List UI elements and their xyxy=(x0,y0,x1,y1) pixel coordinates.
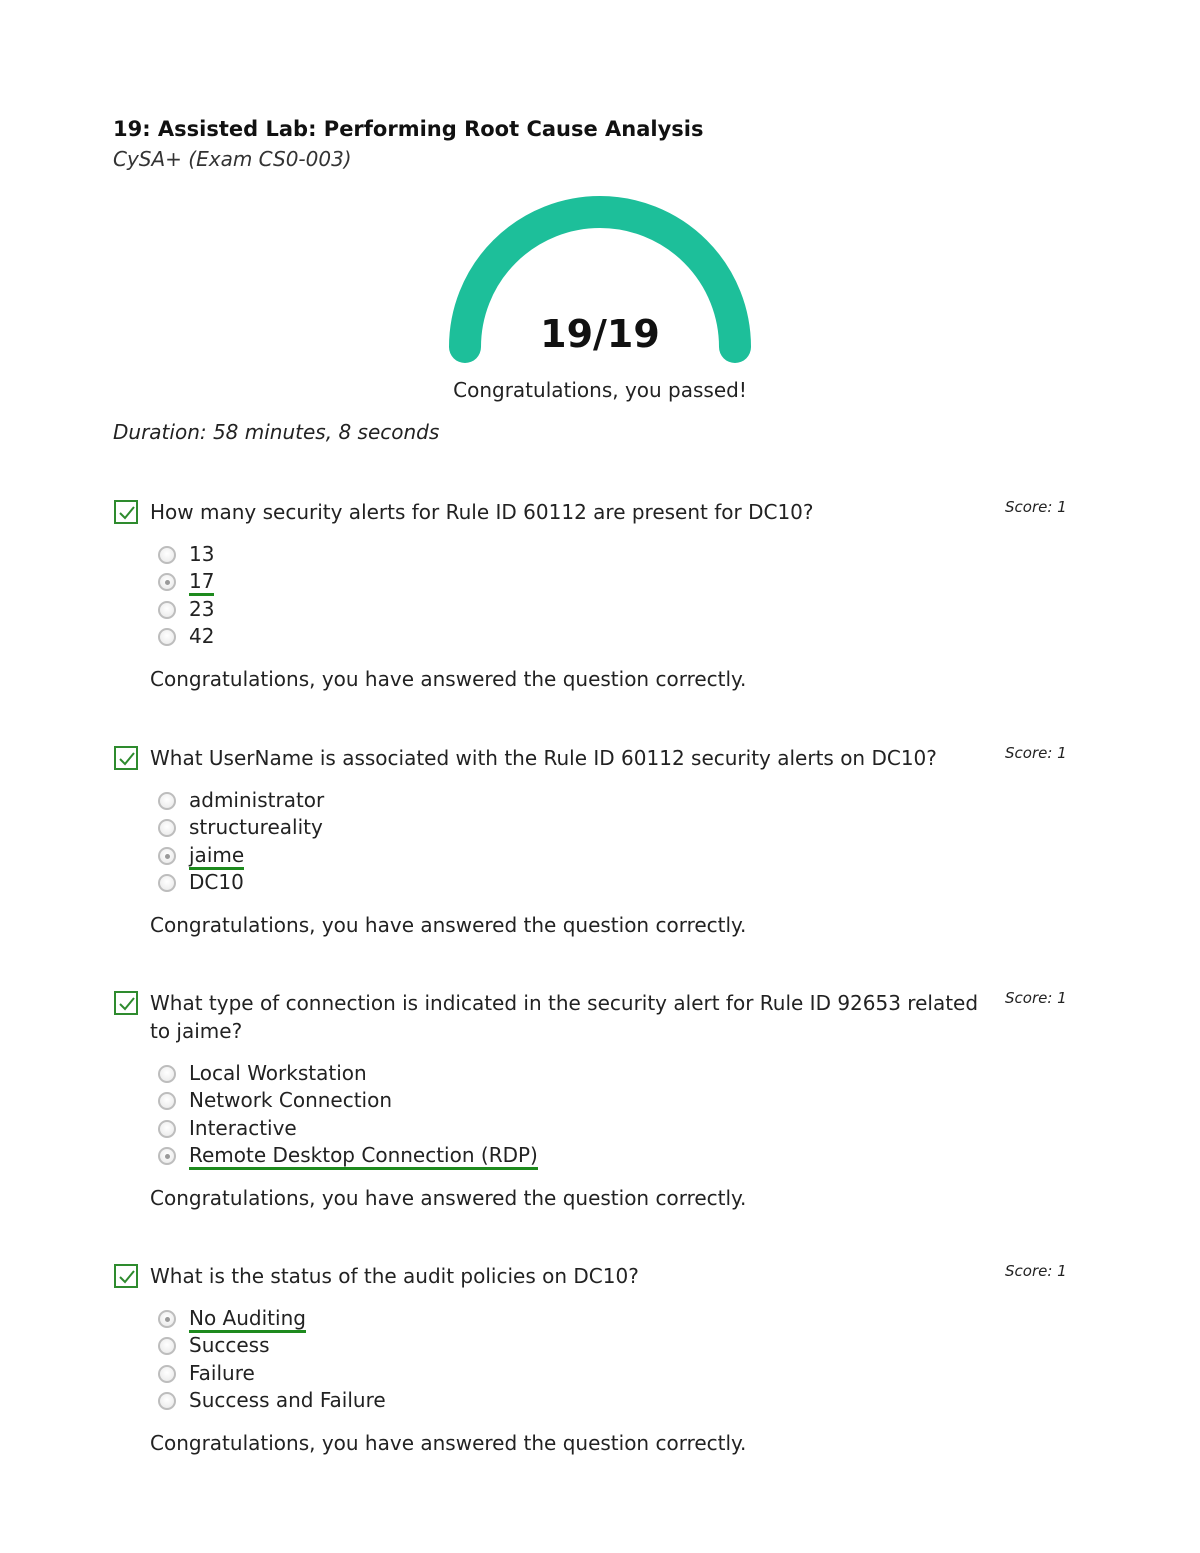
feedback-message: Congratulations, you have answered the question correctly. xyxy=(150,667,747,691)
radio-icon[interactable] xyxy=(158,1092,176,1110)
option-label: Local Workstation xyxy=(189,1061,367,1085)
option-label: No Auditing xyxy=(189,1306,306,1333)
radio-icon[interactable] xyxy=(158,1310,176,1328)
question-score: Score: 1 xyxy=(1005,744,1067,762)
question-text: What is the status of the audit policies on DC10? xyxy=(150,1264,639,1288)
radio-icon[interactable] xyxy=(158,819,176,837)
option-label: administrator xyxy=(189,788,325,812)
radio-icon[interactable] xyxy=(158,792,176,810)
radio-icon[interactable] xyxy=(158,546,176,564)
option-label: structureality xyxy=(189,815,323,840)
feedback-message: Congratulations, you have answered the question correctly. xyxy=(150,1431,747,1455)
option-label: jaime xyxy=(189,843,244,870)
option-label: 17 xyxy=(189,569,214,596)
pass-message: Congratulations, you passed! xyxy=(453,378,747,402)
option-label: Success xyxy=(189,1333,270,1358)
radio-icon[interactable] xyxy=(158,1147,176,1165)
option-label: Remote Desktop Connection (RDP) xyxy=(189,1143,538,1170)
score-value: 19/19 xyxy=(540,312,660,356)
exam-subtitle: CySA+ (Exam CS0-003) xyxy=(113,147,352,171)
radio-icon[interactable] xyxy=(158,573,176,591)
radio-icon[interactable] xyxy=(158,628,176,646)
option-label: Interactive xyxy=(189,1115,297,1140)
feedback-message: Congratulations, you have answered the question correctly. xyxy=(150,913,747,937)
question-text: What UserName is associated with the Rule ID 60112 security alerts on DC10? xyxy=(150,746,937,770)
question-score: Score: 1 xyxy=(1005,498,1067,516)
question-score: Score: 1 xyxy=(1005,1262,1067,1280)
page-title: 19: Assisted Lab: Performing Root Cause Analysis xyxy=(113,117,704,141)
radio-icon[interactable] xyxy=(158,1120,176,1138)
option-label: 23 xyxy=(189,596,215,621)
option-label: Network Connection xyxy=(189,1088,393,1113)
check-icon xyxy=(114,991,138,1015)
radio-icon[interactable] xyxy=(158,1365,176,1383)
question-text: How many security alerts for Rule ID 60112 are present for DC10? xyxy=(150,500,814,524)
check-icon xyxy=(114,1264,138,1288)
option-label: DC10 xyxy=(189,869,244,894)
check-icon xyxy=(114,746,138,770)
question-score: Score: 1 xyxy=(1005,989,1067,1007)
radio-icon[interactable] xyxy=(158,1337,176,1355)
option-label: 13 xyxy=(189,542,215,566)
radio-icon[interactable] xyxy=(158,874,176,892)
option-label: Failure xyxy=(189,1360,255,1385)
check-icon xyxy=(114,500,138,524)
option-label: 42 xyxy=(189,623,215,648)
radio-icon[interactable] xyxy=(158,601,176,619)
radio-icon[interactable] xyxy=(158,1065,176,1083)
radio-icon[interactable] xyxy=(158,847,176,865)
feedback-message: Congratulations, you have answered the question correctly. xyxy=(150,1186,747,1210)
radio-icon[interactable] xyxy=(158,1392,176,1410)
question-text: What type of connection is indicated in the security alert for Rule ID 92653 related to jaime? xyxy=(150,991,979,1043)
option-label: Success and Failure xyxy=(189,1387,386,1412)
duration-text: Duration: 58 minutes, 8 seconds xyxy=(113,420,440,444)
